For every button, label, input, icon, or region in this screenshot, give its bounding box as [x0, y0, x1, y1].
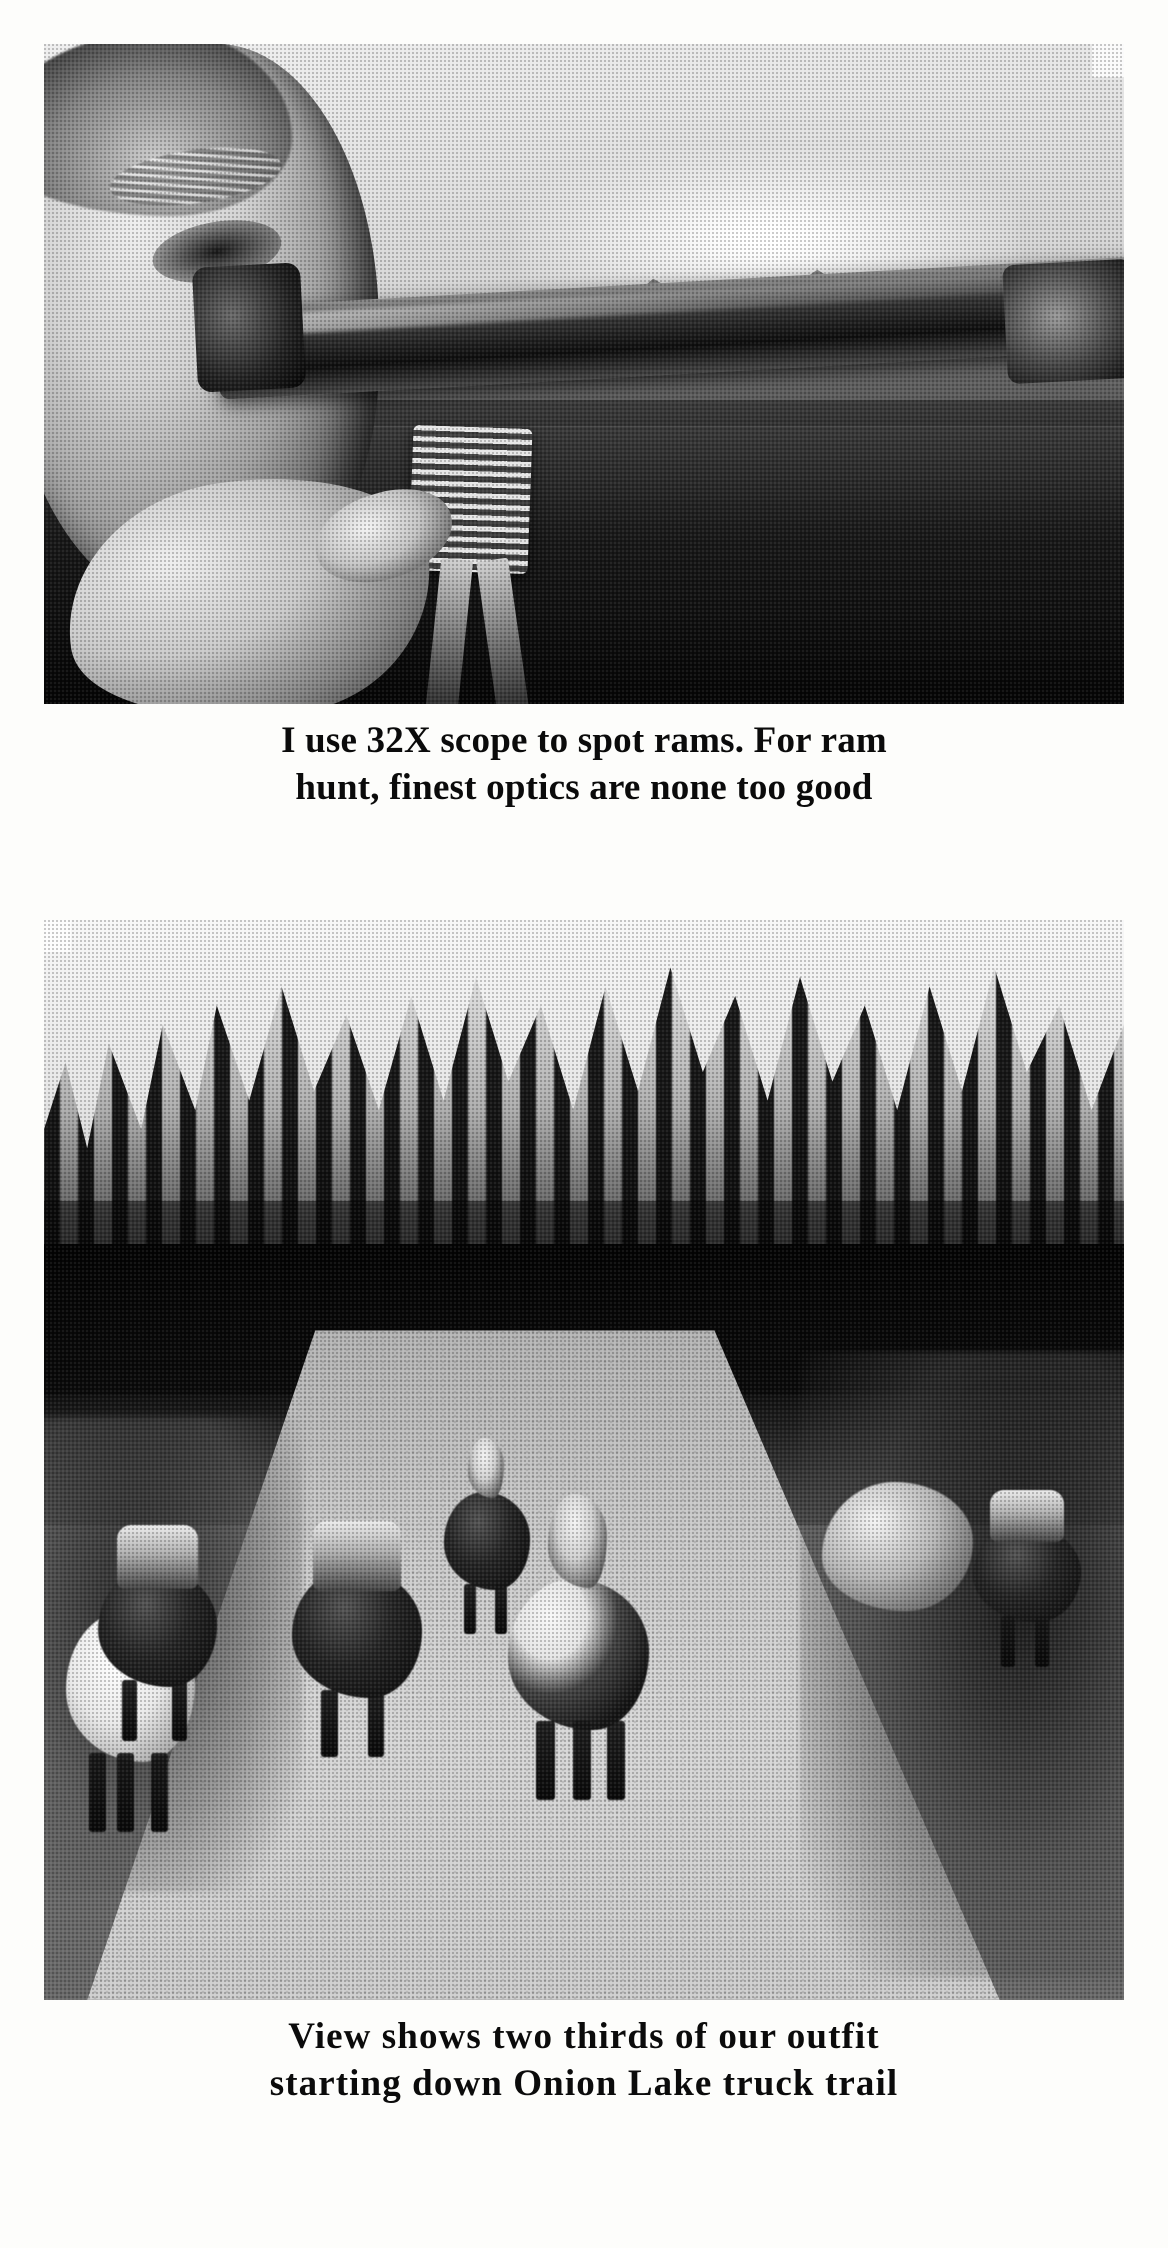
roadside-brush-right — [800, 1352, 1124, 1978]
mounted-rider-pinto — [508, 1579, 648, 1730]
horse-body — [444, 1492, 530, 1589]
pack-horse — [292, 1568, 422, 1698]
caption-line: hunt, finest optics are none too good — [295, 766, 873, 808]
pack-load — [313, 1521, 401, 1591]
figure-pack-string-on-truck-trail — [44, 920, 1124, 2107]
photo-corner-flare — [44, 920, 71, 952]
figure-hunter-with-spotting-scope — [44, 44, 1124, 811]
photo-hunter-with-spotting-scope — [44, 44, 1124, 704]
pack-horse — [98, 1568, 217, 1687]
caption-line: I use 32X scope to spot rams. For ram — [281, 720, 887, 761]
horse-leg — [151, 1753, 168, 1832]
photo-pack-string-on-truck-trail — [44, 920, 1124, 2000]
pack-load — [990, 1490, 1063, 1542]
caption-line: starting down Onion Lake truck trail — [269, 2062, 899, 2104]
horse-leg — [573, 1721, 591, 1800]
spotting-scope-objective-lens — [1002, 258, 1124, 383]
horse-leg — [495, 1584, 506, 1635]
figure-caption — [44, 2014, 1124, 2107]
horse-leg — [122, 1680, 137, 1742]
horse-leg — [89, 1753, 106, 1832]
roadside-boulder — [822, 1482, 973, 1612]
horse-leg — [321, 1690, 338, 1757]
horse-leg — [1001, 1616, 1015, 1667]
horse-leg — [536, 1721, 554, 1800]
horse-leg — [607, 1721, 625, 1800]
horse-body — [508, 1579, 648, 1730]
pack-horse — [973, 1525, 1081, 1622]
caption-line: View shows two thirds of our outfit — [288, 2016, 880, 2057]
mounted-rider-far — [444, 1492, 530, 1589]
figure-caption — [44, 718, 1124, 811]
horse-leg — [117, 1753, 134, 1832]
spotting-scope-eyepiece — [192, 262, 306, 393]
photo-corner-flare — [1092, 44, 1124, 77]
horse-leg — [1035, 1616, 1049, 1667]
pack-load — [117, 1525, 198, 1589]
horse-leg — [464, 1584, 475, 1635]
horse-leg — [172, 1680, 187, 1742]
horse-leg — [368, 1690, 385, 1757]
